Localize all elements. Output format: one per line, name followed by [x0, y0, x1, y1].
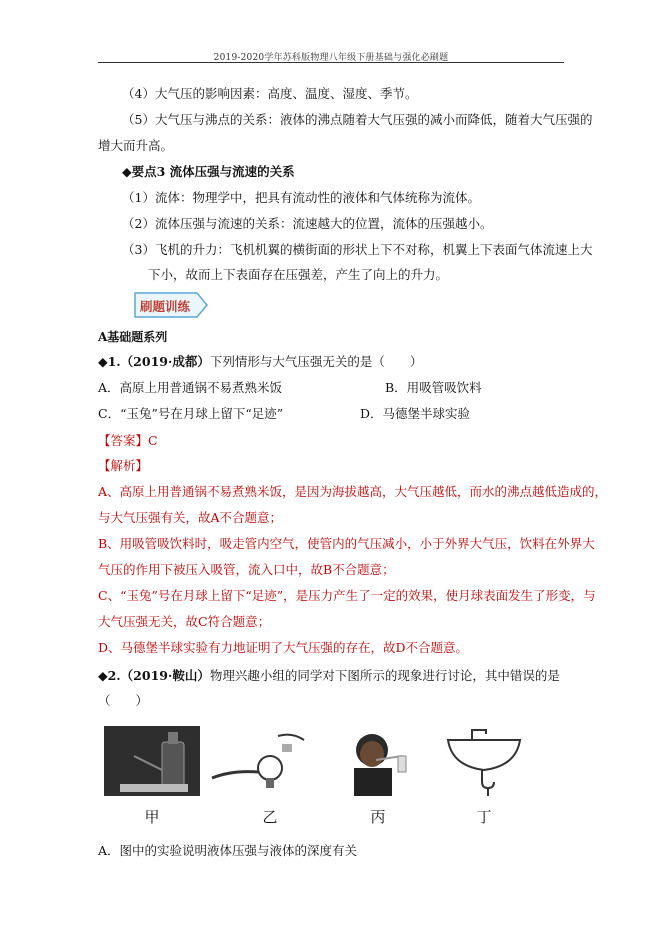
- q1-analysis-line: 气压的作用下被压入吸管，流入口中，故B不合题意；: [98, 562, 395, 577]
- q1-stem: 下列情形与大气压强无关的是（ ）: [209, 354, 423, 369]
- figure-ding: [442, 726, 526, 796]
- practice-badge: [133, 291, 209, 319]
- bulb-experiment-illustration: [208, 726, 316, 796]
- section-title: A基础题系列: [98, 330, 168, 344]
- figure-bing: [336, 726, 414, 796]
- key-point-3-item-2: （2）流体压强与流速的关系：流速越大的位置，流体的压强越小。: [122, 216, 493, 231]
- point-4: （4）大气压的影响因素：高度、温度、湿度、季节。: [122, 86, 418, 101]
- q1-option-d: D．马德堡半球实验: [360, 406, 471, 421]
- point-5: （5）大气压与沸点的关系：液体的沸点随着大气压强的减小而降低，随着大气压强的: [122, 112, 593, 127]
- q1-analysis-line: D、马德堡半球实验有力地证明了大气压强的存在，故D不合题意。: [98, 640, 469, 655]
- q1-analysis-line: B、用吸管吸饮料时，吸走管内空气，使管内的气压减小，小于外界大气压，饮料在外界大: [98, 536, 595, 551]
- q2-marker: ◆2.: [98, 668, 121, 683]
- q1-marker: ◆1.: [98, 354, 121, 369]
- q1-option-b: B．用吸管吸饮料: [385, 380, 482, 395]
- q2-stem-cont: （ ）: [98, 693, 149, 708]
- sink-illustration: [442, 726, 526, 796]
- q1-analysis-title: 【解析】: [98, 458, 149, 473]
- q1-analysis-line: 大气压强无关，故C符合题意；: [98, 614, 271, 629]
- q1-analysis-line: C、“玉兔”号在月球上留下“足迹”，是压力产生了一定的效果，使月球表面发生了形变，与: [98, 588, 596, 603]
- q2-option-a: A．图中的实验说明液体压强与液体的深度有关: [98, 843, 358, 858]
- figure-yi: [208, 726, 316, 796]
- q1-analysis-line: 与大气压强有关，故A不合题意；: [98, 510, 283, 525]
- badge-label: 刷题训练: [139, 299, 190, 314]
- key-point-3-item-3-cont: 下小，故而上下表面存在压强差，产生了向上的升力。: [148, 267, 449, 282]
- point-5-cont: 增大而升高。: [98, 138, 174, 153]
- bottle-experiment-illustration: [104, 726, 200, 796]
- key-point-3-item-1: （1）流体：物理学中，把具有流动性的液体和气体统称为流体。: [122, 190, 480, 205]
- q2-source: （2019·鞍山）: [120, 668, 210, 683]
- q1-answer: 【答案】C: [98, 433, 158, 448]
- key-point-3-item-3: （3）飞机的升力：飞机机翼的横街面的形状上下不对称，机翼上下表面气体流速上大: [122, 242, 593, 257]
- figure-jia: [104, 726, 200, 796]
- key-point-3-title: ◆要点3 流体压强与流速的关系: [122, 164, 295, 179]
- q1-source: （2019·成都）: [120, 354, 210, 369]
- q2-stem-line: [98, 668, 560, 684]
- q1-analysis-line: A、高原上用普通锅不易煮熟米饭，是因为海拔越高，大气压越低，而水的沸点越低造成的，: [98, 484, 608, 499]
- page-header: 2019-2020学年苏科版物理八年级下册基础与强化必刷题: [213, 53, 449, 63]
- q1-stem-line: [98, 354, 422, 370]
- header-rule: [98, 62, 564, 63]
- figure-label-bing: 丙: [370, 808, 386, 826]
- q1-option-a: A．高原上用普通锅不易煮熟米饭: [98, 380, 283, 395]
- figure-label-yi: 乙: [262, 808, 278, 826]
- child-drinking-illustration: [336, 726, 414, 796]
- q2-stem: 物理兴趣小组的同学对下图所示的现象进行讨论，其中错误的是: [209, 668, 560, 683]
- figure-label-ding: 丁: [476, 808, 492, 826]
- q1-option-c: C．“玉兔”号在月球上留下“足迹”: [98, 406, 284, 421]
- figure-label-jia: 甲: [144, 808, 160, 826]
